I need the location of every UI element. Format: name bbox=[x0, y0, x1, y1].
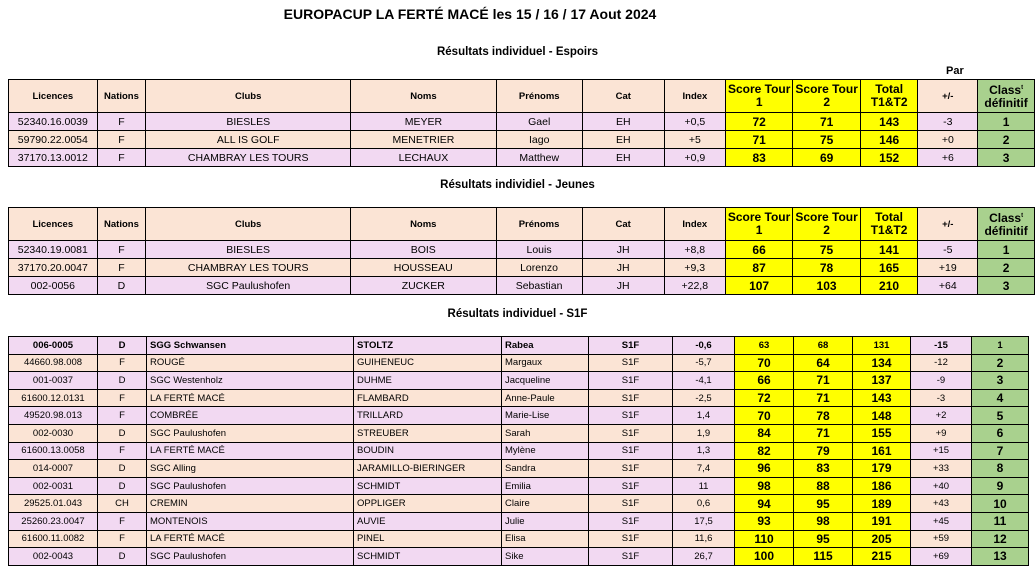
cell-licences: 014-0007 bbox=[9, 460, 98, 478]
cell-prenoms: Louis bbox=[496, 241, 582, 259]
table-row bbox=[9, 113, 1035, 131]
cell-score1: 98 bbox=[735, 477, 794, 495]
cell-score2: 78 bbox=[793, 259, 860, 277]
section-title-s1f: Résultats individuel - S1F bbox=[447, 308, 588, 320]
cell-index: +22,8 bbox=[664, 277, 725, 295]
cell-cat: S1F bbox=[589, 548, 673, 566]
cell-noms: BOIS bbox=[350, 241, 496, 259]
cell-pm: +45 bbox=[911, 512, 972, 530]
cell-noms: GUIHENEUC bbox=[354, 354, 502, 372]
cell-score1: 82 bbox=[735, 442, 794, 460]
cell-prenoms: Anne-Paule bbox=[502, 389, 589, 407]
cell-total: 186 bbox=[853, 477, 911, 495]
cell-prenoms: Elisa bbox=[502, 530, 589, 548]
cell-clubs: SGC Paulushofen bbox=[147, 477, 354, 495]
cell-clubs: ALL IS GOLF bbox=[146, 131, 351, 149]
cell-licences: 44660.98.008 bbox=[9, 354, 98, 372]
cell-pm: -15 bbox=[911, 337, 972, 355]
header-score2-line1: Score Tour bbox=[795, 82, 858, 96]
cell-clubs: SGC Paulushofen bbox=[147, 548, 354, 566]
header-clubs: Clubs bbox=[146, 208, 351, 241]
table-row bbox=[9, 241, 1035, 259]
cell-cat: S1F bbox=[589, 424, 673, 442]
cell-score1: 72 bbox=[735, 389, 794, 407]
cell-clubs: SGC Paulushofen bbox=[147, 424, 354, 442]
header-nations: Nations bbox=[97, 208, 146, 241]
header-class-superscript: t bbox=[1021, 85, 1024, 91]
cell-pm: +9 bbox=[911, 424, 972, 442]
header-class bbox=[978, 208, 1035, 241]
cell-nations: F bbox=[97, 113, 146, 131]
cell-clubs: CHAMBRAY LES TOURS bbox=[146, 149, 351, 167]
cell-cat: S1F bbox=[589, 460, 673, 478]
cell-pm: +15 bbox=[911, 442, 972, 460]
cell-total: 137 bbox=[853, 372, 911, 390]
cell-index: 17,5 bbox=[673, 512, 735, 530]
cell-prenoms: Matthew bbox=[496, 149, 582, 167]
cell-class: 2 bbox=[972, 354, 1029, 372]
cell-total: 148 bbox=[853, 407, 911, 425]
cell-noms: LECHAUX bbox=[351, 149, 497, 167]
section-title-espoirs: Résultats individuel - Espoirs bbox=[436, 46, 599, 58]
cell-prenoms: Gael bbox=[496, 113, 582, 131]
cell-prenoms: Lorenzo bbox=[496, 259, 582, 277]
cell-noms: DUHME bbox=[354, 372, 502, 390]
cell-total: 161 bbox=[853, 442, 911, 460]
cell-score2: 79 bbox=[794, 442, 853, 460]
cell-clubs: ROUGÉ bbox=[147, 354, 354, 372]
cell-score1: 83 bbox=[725, 149, 792, 167]
cell-total: 205 bbox=[853, 530, 911, 548]
cell-index: -4,1 bbox=[673, 372, 735, 390]
cell-total: 215 bbox=[853, 548, 911, 566]
cell-total: 191 bbox=[853, 512, 911, 530]
header-class-line1: Class bbox=[989, 83, 1022, 97]
cell-class: 2 bbox=[978, 131, 1035, 149]
cell-index: 1,4 bbox=[673, 407, 735, 425]
cell-index: 11 bbox=[673, 477, 735, 495]
cell-score2: 75 bbox=[793, 241, 860, 259]
cell-licences: 61600.12.0131 bbox=[9, 389, 98, 407]
cell-total: 146 bbox=[860, 131, 918, 149]
cell-score1: 66 bbox=[725, 241, 792, 259]
header-total bbox=[860, 80, 918, 113]
cell-score1: 107 bbox=[725, 277, 792, 295]
cell-score1: 93 bbox=[735, 512, 794, 530]
cell-class: 2 bbox=[978, 259, 1035, 277]
cell-score2: 103 bbox=[793, 277, 860, 295]
cell-licences: 29525.01.043 bbox=[9, 495, 98, 513]
header-total-line1: Total bbox=[875, 210, 903, 224]
cell-cat: S1F bbox=[589, 442, 673, 460]
cell-class: 8 bbox=[972, 460, 1029, 478]
table-row bbox=[9, 259, 1035, 277]
cell-score2: 75 bbox=[793, 131, 860, 149]
cell-licences: 002-0030 bbox=[9, 424, 98, 442]
cell-score1: 70 bbox=[735, 407, 794, 425]
cell-score2: 71 bbox=[794, 389, 853, 407]
table-header-row bbox=[9, 208, 1035, 241]
cell-score2: 68 bbox=[794, 337, 853, 355]
cell-prenoms: Jacqueline bbox=[502, 372, 589, 390]
header-class-line2: définitif bbox=[984, 224, 1028, 238]
cell-class: 3 bbox=[972, 372, 1029, 390]
cell-total: 141 bbox=[860, 241, 918, 259]
table-row bbox=[9, 530, 1029, 548]
cell-cat: EH bbox=[582, 149, 664, 167]
table-row bbox=[9, 131, 1035, 149]
header-cat: Cat bbox=[582, 208, 664, 241]
cell-noms: STOLTZ bbox=[354, 337, 502, 355]
cell-index: +0,9 bbox=[664, 149, 725, 167]
header-score2 bbox=[793, 208, 860, 241]
cell-class: 12 bbox=[972, 530, 1029, 548]
cell-noms: AUVIE bbox=[354, 512, 502, 530]
cell-cat: EH bbox=[582, 131, 664, 149]
header-noms: Noms bbox=[350, 208, 496, 241]
header-total-line2: T1&T2 bbox=[870, 95, 908, 109]
cell-nations: F bbox=[97, 149, 146, 167]
cell-licences: 59790.22.0054 bbox=[9, 131, 98, 149]
header-score1-line1: Score Tour bbox=[727, 82, 791, 96]
table-row bbox=[9, 354, 1029, 372]
cell-noms: TRILLARD bbox=[354, 407, 502, 425]
cell-score2: 98 bbox=[794, 512, 853, 530]
header-cat: Cat bbox=[582, 80, 664, 113]
cell-score2: 71 bbox=[794, 372, 853, 390]
cell-pm: -5 bbox=[918, 241, 978, 259]
table-row bbox=[9, 442, 1029, 460]
header-total-line2: T1&T2 bbox=[870, 223, 908, 237]
cell-score1: 94 bbox=[735, 495, 794, 513]
cell-score2: 83 bbox=[794, 460, 853, 478]
cell-licences: 61600.13.0058 bbox=[9, 442, 98, 460]
header-noms: Noms bbox=[351, 80, 497, 113]
cell-score2: 95 bbox=[794, 530, 853, 548]
table-header-row bbox=[9, 80, 1035, 113]
cell-nations: F bbox=[98, 389, 147, 407]
cell-index: +9,3 bbox=[664, 259, 725, 277]
header-score2-line2: 2 bbox=[823, 223, 830, 237]
cell-cat: S1F bbox=[589, 495, 673, 513]
cell-pm: -9 bbox=[911, 372, 972, 390]
cell-pm: +33 bbox=[911, 460, 972, 478]
results-table-s1f bbox=[8, 336, 1029, 566]
cell-licences: 37170.20.0047 bbox=[9, 259, 98, 277]
cell-index: 7,4 bbox=[673, 460, 735, 478]
cell-noms: HOUSSEAU bbox=[350, 259, 496, 277]
cell-licences: 52340.16.0039 bbox=[9, 113, 98, 131]
header-prenoms: Prénoms bbox=[496, 80, 582, 113]
cell-index: -2,5 bbox=[673, 389, 735, 407]
table-row bbox=[9, 337, 1029, 355]
cell-licences: 002-0056 bbox=[9, 277, 98, 295]
header-class-line2: définitif bbox=[984, 96, 1028, 110]
cell-licences: 001-0037 bbox=[9, 372, 98, 390]
cell-prenoms: Sarah bbox=[502, 424, 589, 442]
cell-index: +8,8 bbox=[664, 241, 725, 259]
cell-cat: S1F bbox=[589, 389, 673, 407]
cell-index: 1,3 bbox=[673, 442, 735, 460]
table-row bbox=[9, 389, 1029, 407]
header-clubs: Clubs bbox=[146, 80, 351, 113]
cell-nations: D bbox=[98, 460, 147, 478]
header-score2 bbox=[793, 80, 860, 113]
cell-noms: SCHMIDT bbox=[354, 477, 502, 495]
par-label: Par bbox=[946, 65, 964, 77]
cell-score2: 88 bbox=[794, 477, 853, 495]
page-title: EUROPACUP LA FERTÉ MACÉ les 15 / 16 / 17 Aout 2024 bbox=[283, 6, 657, 22]
cell-clubs: SGC Paulushofen bbox=[146, 277, 351, 295]
cell-class: 3 bbox=[978, 149, 1035, 167]
header-index: Index bbox=[664, 80, 725, 113]
cell-total: 143 bbox=[853, 389, 911, 407]
cell-class: 1 bbox=[978, 241, 1035, 259]
header-score1-line2: 1 bbox=[755, 223, 763, 237]
cell-cat: S1F bbox=[589, 337, 673, 355]
results-table-jeunes bbox=[8, 207, 1035, 295]
table-row bbox=[9, 407, 1029, 425]
cell-class: 11 bbox=[972, 512, 1029, 530]
header-pm: +/- bbox=[918, 80, 978, 113]
cell-score2: 71 bbox=[794, 424, 853, 442]
header-pm: +/- bbox=[918, 208, 978, 241]
cell-class: 5 bbox=[972, 407, 1029, 425]
cell-score1: 72 bbox=[725, 113, 792, 131]
cell-class: 10 bbox=[972, 495, 1029, 513]
header-score1-line2: 1 bbox=[755, 95, 763, 109]
cell-pm: -3 bbox=[911, 389, 972, 407]
cell-prenoms: Sike bbox=[502, 548, 589, 566]
cell-class: 1 bbox=[972, 337, 1029, 355]
cell-clubs: SGG Schwansen bbox=[147, 337, 354, 355]
cell-licences: 37170.13.0012 bbox=[9, 149, 98, 167]
cell-clubs: LA FERTÉ MACÉ bbox=[147, 442, 354, 460]
header-licences: Licences bbox=[9, 80, 98, 113]
cell-score1: 70 bbox=[735, 354, 794, 372]
cell-nations: D bbox=[98, 548, 147, 566]
cell-clubs: SGC Westenholz bbox=[147, 372, 354, 390]
table-row bbox=[9, 460, 1029, 478]
cell-class: 1 bbox=[978, 113, 1035, 131]
header-score2-line1: Score Tour bbox=[795, 210, 858, 224]
cell-index: -5,7 bbox=[673, 354, 735, 372]
table-row bbox=[9, 372, 1029, 390]
section-title-jeunes: Résultats individiel - Jeunes bbox=[440, 179, 595, 191]
cell-cat: S1F bbox=[589, 354, 673, 372]
cell-cat: S1F bbox=[589, 372, 673, 390]
cell-score1: 66 bbox=[735, 372, 794, 390]
cell-pm: +64 bbox=[918, 277, 978, 295]
cell-prenoms: Claire bbox=[502, 495, 589, 513]
cell-cat: EH bbox=[582, 113, 664, 131]
cell-pm: +59 bbox=[911, 530, 972, 548]
cell-pm: +2 bbox=[911, 407, 972, 425]
cell-licences: 52340.19.0081 bbox=[9, 241, 98, 259]
cell-noms: JARAMILLO-BIERINGER bbox=[354, 460, 502, 478]
cell-noms: BOUDIN bbox=[354, 442, 502, 460]
cell-nations: F bbox=[97, 259, 146, 277]
cell-index: 1,9 bbox=[673, 424, 735, 442]
cell-prenoms: Mylène bbox=[502, 442, 589, 460]
header-score1 bbox=[725, 80, 792, 113]
header-total bbox=[860, 208, 918, 241]
cell-total: 155 bbox=[853, 424, 911, 442]
cell-cat: JH bbox=[582, 259, 664, 277]
cell-total: 210 bbox=[860, 277, 918, 295]
cell-index: +5 bbox=[664, 131, 725, 149]
cell-pm: +19 bbox=[918, 259, 978, 277]
table-row bbox=[9, 495, 1029, 513]
cell-class: 7 bbox=[972, 442, 1029, 460]
cell-nations: D bbox=[97, 277, 146, 295]
cell-licences: 002-0031 bbox=[9, 477, 98, 495]
cell-score1: 100 bbox=[735, 548, 794, 566]
cell-score2: 64 bbox=[794, 354, 853, 372]
header-total-line1: Total bbox=[875, 82, 904, 96]
cell-total: 131 bbox=[853, 337, 911, 355]
cell-prenoms: Rabea bbox=[502, 337, 589, 355]
cell-prenoms: Sandra bbox=[502, 460, 589, 478]
cell-noms: OPPLIGER bbox=[354, 495, 502, 513]
cell-pm: -12 bbox=[911, 354, 972, 372]
cell-cat: S1F bbox=[589, 512, 673, 530]
cell-total: 179 bbox=[853, 460, 911, 478]
cell-cat: S1F bbox=[589, 477, 673, 495]
results-table-espoirs bbox=[8, 79, 1035, 167]
table-row bbox=[9, 477, 1029, 495]
header-licences: Licences bbox=[9, 208, 98, 241]
cell-nations: D bbox=[98, 337, 147, 355]
cell-class: 13 bbox=[972, 548, 1029, 566]
cell-nations: F bbox=[98, 530, 147, 548]
cell-prenoms: Margaux bbox=[502, 354, 589, 372]
cell-pm: +0 bbox=[918, 131, 978, 149]
cell-total: 189 bbox=[853, 495, 911, 513]
cell-licences: 61600.11.0082 bbox=[9, 530, 98, 548]
cell-score1: 87 bbox=[725, 259, 792, 277]
header-score2-line2: 2 bbox=[823, 95, 830, 109]
cell-nations: F bbox=[97, 241, 146, 259]
table-row bbox=[9, 277, 1035, 295]
cell-licences: 002-0043 bbox=[9, 548, 98, 566]
table-row bbox=[9, 548, 1029, 566]
cell-total: 134 bbox=[853, 354, 911, 372]
header-nations: Nations bbox=[97, 80, 146, 113]
cell-noms: MENETRIER bbox=[351, 131, 497, 149]
header-score1-line1: Score Tour bbox=[727, 210, 791, 224]
cell-nations: D bbox=[98, 372, 147, 390]
cell-score2: 71 bbox=[793, 113, 860, 131]
cell-score2: 78 bbox=[794, 407, 853, 425]
cell-class: 9 bbox=[972, 477, 1029, 495]
cell-licences: 49520.98.013 bbox=[9, 407, 98, 425]
cell-cat: JH bbox=[582, 277, 664, 295]
cell-cat: S1F bbox=[589, 530, 673, 548]
cell-noms: PINEL bbox=[354, 530, 502, 548]
cell-noms: STREUBER bbox=[354, 424, 502, 442]
cell-pm: +43 bbox=[911, 495, 972, 513]
cell-nations: F bbox=[98, 354, 147, 372]
header-class-superscript: t bbox=[1021, 213, 1024, 219]
cell-cat: JH bbox=[582, 241, 664, 259]
cell-nations: F bbox=[98, 512, 147, 530]
cell-score2: 115 bbox=[794, 548, 853, 566]
cell-score1: 110 bbox=[735, 530, 794, 548]
cell-prenoms: Iago bbox=[496, 131, 582, 149]
header-prenoms: Prénoms bbox=[496, 208, 582, 241]
cell-nations: F bbox=[97, 131, 146, 149]
cell-cat: S1F bbox=[589, 407, 673, 425]
cell-class: 4 bbox=[972, 389, 1029, 407]
cell-class: 6 bbox=[972, 424, 1029, 442]
cell-index: 11,6 bbox=[673, 530, 735, 548]
table-row bbox=[9, 149, 1035, 167]
cell-total: 165 bbox=[860, 259, 918, 277]
header-score1 bbox=[725, 208, 792, 241]
cell-prenoms: Emilia bbox=[502, 477, 589, 495]
cell-prenoms: Marie-Lise bbox=[502, 407, 589, 425]
header-class-line1: Class bbox=[989, 211, 1022, 225]
cell-clubs: CREMIN bbox=[147, 495, 354, 513]
cell-pm: +6 bbox=[918, 149, 978, 167]
cell-score1: 63 bbox=[735, 337, 794, 355]
cell-noms: MEYER bbox=[351, 113, 497, 131]
cell-clubs: LA FERTÉ MACÉ bbox=[147, 389, 354, 407]
cell-nations: F bbox=[98, 442, 147, 460]
cell-score1: 84 bbox=[735, 424, 794, 442]
cell-noms: SCHMIDT bbox=[354, 548, 502, 566]
cell-score1: 96 bbox=[735, 460, 794, 478]
cell-index: 26,7 bbox=[673, 548, 735, 566]
cell-index: 0,6 bbox=[673, 495, 735, 513]
cell-score1: 71 bbox=[725, 131, 792, 149]
header-class bbox=[978, 80, 1035, 113]
cell-prenoms: Julie bbox=[502, 512, 589, 530]
cell-clubs: MONTENOIS bbox=[147, 512, 354, 530]
cell-noms: FLAMBARD bbox=[354, 389, 502, 407]
cell-nations: F bbox=[98, 407, 147, 425]
cell-licences: 006-0005 bbox=[9, 337, 98, 355]
header-index: Index bbox=[664, 208, 725, 241]
cell-pm: +40 bbox=[911, 477, 972, 495]
cell-total: 152 bbox=[860, 149, 918, 167]
cell-nations: D bbox=[98, 477, 147, 495]
cell-clubs: SGC Alling bbox=[147, 460, 354, 478]
cell-clubs: LA FERTÉ MACÉ bbox=[147, 530, 354, 548]
cell-clubs: BIESLES bbox=[146, 241, 351, 259]
table-row bbox=[9, 424, 1029, 442]
cell-prenoms: Sebastian bbox=[496, 277, 582, 295]
cell-noms: ZUCKER bbox=[350, 277, 496, 295]
cell-score2: 95 bbox=[794, 495, 853, 513]
cell-pm: -3 bbox=[918, 113, 978, 131]
cell-licences: 25260.23.0047 bbox=[9, 512, 98, 530]
cell-clubs: COMBRÉE bbox=[147, 407, 354, 425]
cell-class: 3 bbox=[978, 277, 1035, 295]
cell-total: 143 bbox=[860, 113, 918, 131]
cell-clubs: CHAMBRAY LES TOURS bbox=[146, 259, 351, 277]
cell-nations: D bbox=[98, 424, 147, 442]
cell-clubs: BIESLES bbox=[146, 113, 351, 131]
cell-index: +0,5 bbox=[664, 113, 725, 131]
cell-nations: CH bbox=[98, 495, 147, 513]
cell-pm: +69 bbox=[911, 548, 972, 566]
cell-score2: 69 bbox=[793, 149, 860, 167]
cell-index: -0,6 bbox=[673, 337, 735, 355]
table-row bbox=[9, 512, 1029, 530]
